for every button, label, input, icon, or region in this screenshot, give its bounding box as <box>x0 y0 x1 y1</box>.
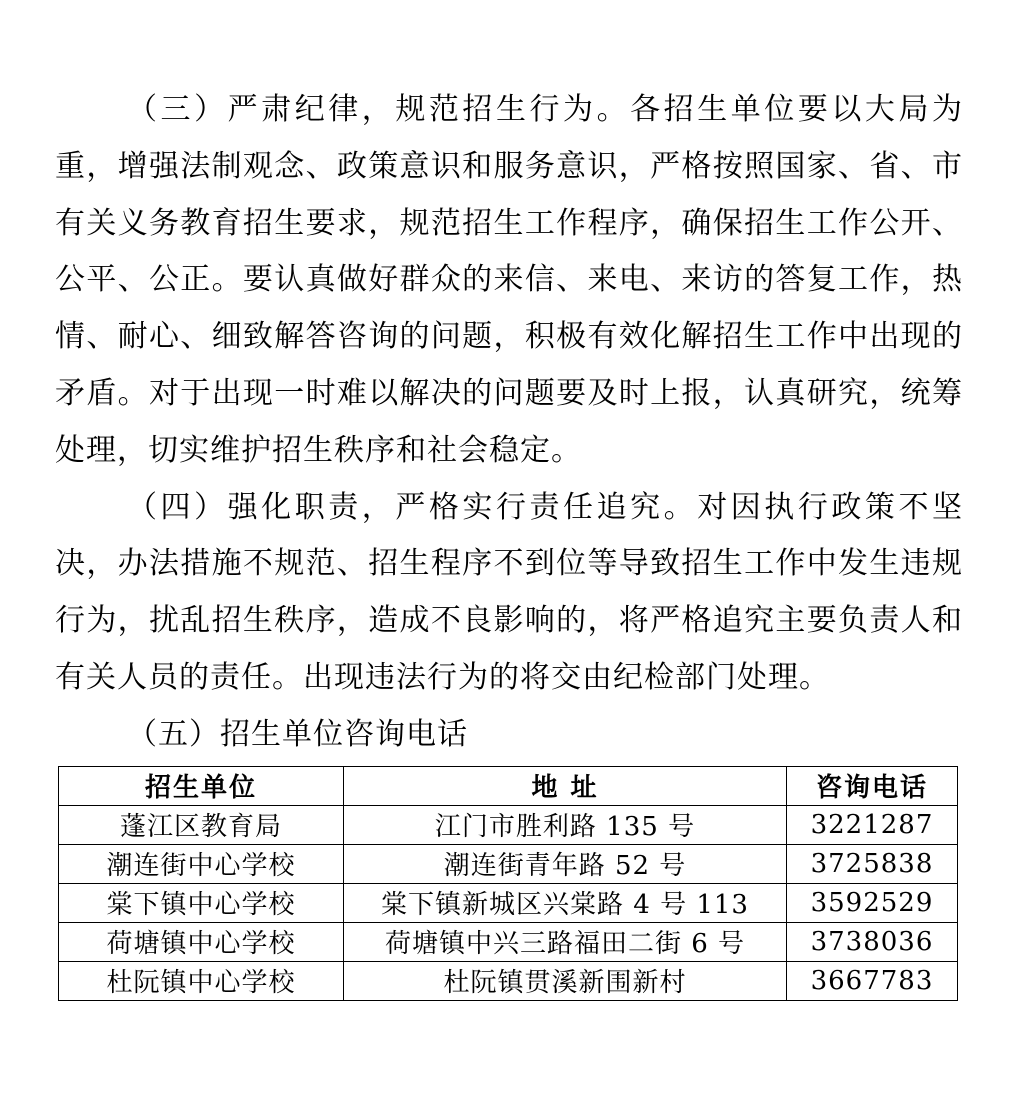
cell-phone: 3667783 <box>787 961 958 1000</box>
paragraph-accountability: （四）强化职责，严格实行责任追究。对因执行政策不坚决，办法措施不规范、招生程序不到位等导致招生工作中发生违规行为，扰乱招生秩序，造成不良影响的，将严格追究主要负责人和有关人员的责任。出现违法行为的将交由纪检部门处理。 <box>55 489 963 695</box>
cell-address: 棠下镇新城区兴棠路 4 号 113 <box>344 883 787 922</box>
cell-address: 潮连街青年路 52 号 <box>344 844 787 883</box>
contact-table <box>58 766 958 1001</box>
cell-phone: 3738036 <box>787 922 958 961</box>
header-address: 地 址 <box>344 766 787 805</box>
table-row <box>59 883 958 922</box>
section-heading-contact-phones: （五）招生单位咨询电话 <box>127 716 468 752</box>
cell-phone: 3592529 <box>787 883 958 922</box>
cell-address: 杜阮镇贯溪新围新村 <box>344 961 787 1000</box>
document-page <box>55 82 963 1001</box>
cell-address: 荷塘镇中兴三路福田二街 6 号 <box>344 922 787 961</box>
cell-unit: 杜阮镇中心学校 <box>59 961 344 1000</box>
table-row <box>59 961 958 1000</box>
cell-unit: 蓬江区教育局 <box>59 805 344 844</box>
cell-address: 江门市胜利路 135 号 <box>344 805 787 844</box>
cell-phone: 3725838 <box>787 844 958 883</box>
cell-unit: 棠下镇中心学校 <box>59 883 344 922</box>
table-row <box>59 805 958 844</box>
table-header-row <box>59 766 958 805</box>
paragraph-discipline: （三）严肃纪律，规范招生行为。各招生单位要以大局为重，增强法制观念、政策意识和服务意识，严格按照国家、省、市有关义务教育招生要求，规范招生工作程序，确保招生工作公开、公平、公正。要认真做好群众的来信、来电、来访的答复工作，热情、耐心、细致解答咨询的问题，积极有效化解招生工作中出现的矛盾。对于出现一时难以解决的问题要及时上报，认真研究，统筹处理，切实维护招生秩序和社会稳定。 <box>55 92 963 468</box>
table-row <box>59 844 958 883</box>
header-unit: 招生单位 <box>59 766 344 805</box>
table-row <box>59 922 958 961</box>
cell-unit: 潮连街中心学校 <box>59 844 344 883</box>
cell-unit: 荷塘镇中心学校 <box>59 922 344 961</box>
cell-phone: 3221287 <box>787 805 958 844</box>
header-phone: 咨询电话 <box>787 766 958 805</box>
